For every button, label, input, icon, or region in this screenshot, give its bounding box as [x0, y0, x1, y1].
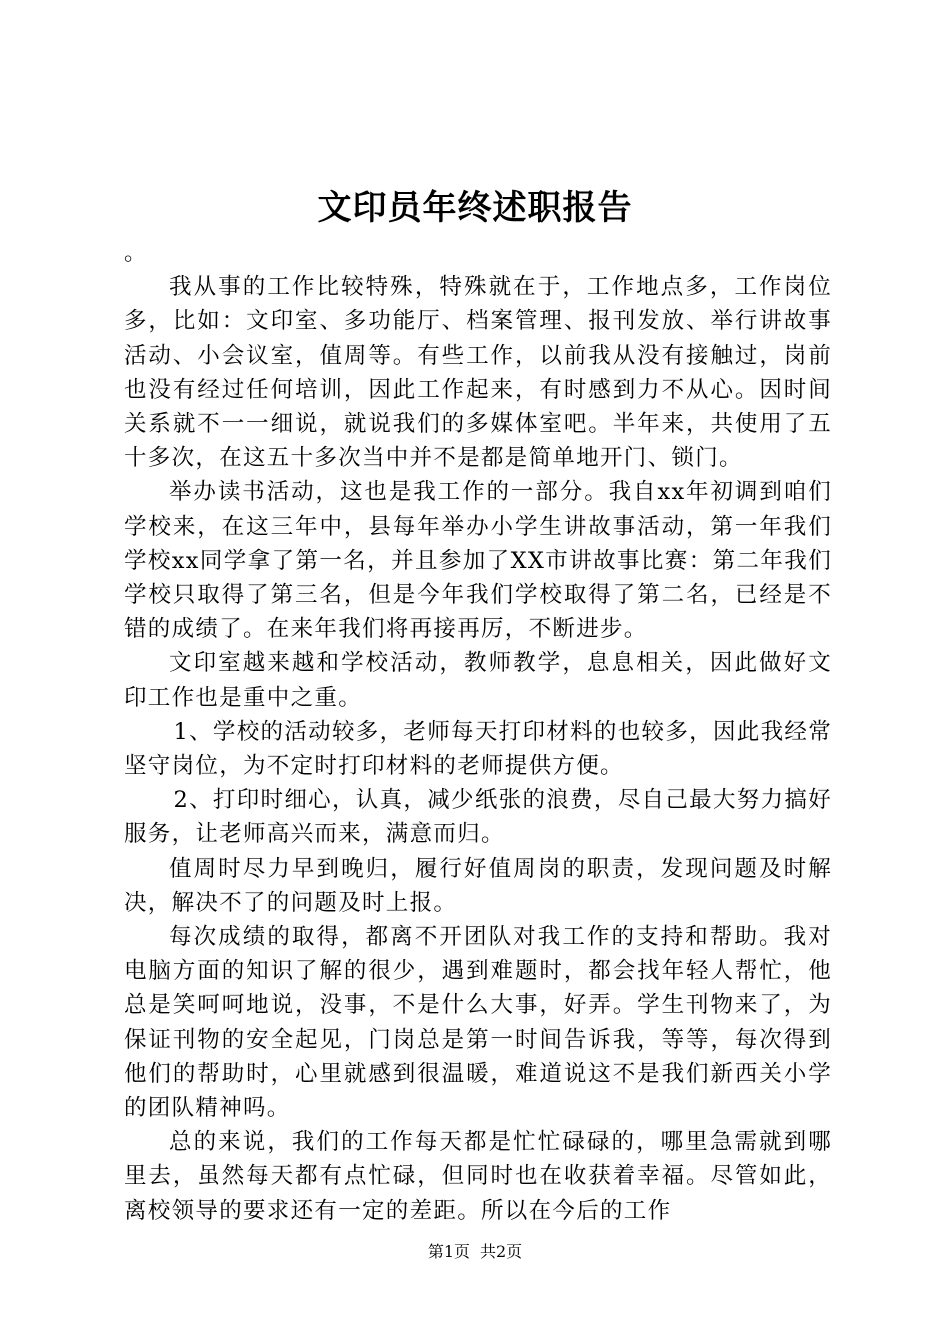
page-number: 第1页 — [427, 1242, 470, 1261]
paragraph-5: 2、打印时细心，认真，减少纸张的浪费，尽自己最大努力搞好服务，让老师高兴而来，满意而归。 — [124, 787, 832, 848]
paragraph-6: 值周时尽力早到晚归，履行好值周岗的职责，发现问题及时解决，解决不了的问题及时上报。 — [124, 855, 832, 916]
document-body — [124, 236, 832, 1228]
paragraph-1: 我从事的工作比较特殊，特殊就在于，工作地点多，工作岗位多，比如：文印室、多功能厅、档案管理、报刊发放、举行讲故事活动、小会议室，值周等。有些工作，以前我从没有接触过，岗前也没有经过任何培训，因此工作起来，有时感到力不从心。因时间关系就不一一细说，就说我们的多媒体室吧。半年来，共使用了五十多次，在这五十多次当中并不是都是简单地开门、锁门。 — [124, 274, 832, 472]
paragraph-3: 文印室越来越和学校活动，教师教学，息息相关，因此做好文印工作也是重中之重。 — [124, 650, 832, 711]
paragraph-8: 总的来说，我们的工作每天都是忙忙碌碌的，哪里急需就到哪里去，虽然每天都有点忙碌，但同时也在收获着幸福。尽管如此，离校领导的要求还有一定的差距。所以在今后的工作 — [124, 1129, 832, 1224]
paragraph-4: 1、学校的活动较多，老师每天打印材料的也较多，因此我经常坚守岗位，为不定时打印材料的老师提供方便。 — [124, 718, 832, 780]
document-title: 文印员年终述职报告 — [317, 188, 633, 228]
page-footer — [0, 1240, 950, 1264]
paragraph-7: 每次成绩的取得，都离不开团队对我工作的支持和帮助。我对电脑方面的知识了解的很少，遇到难题时，都会找年轻人帮忙，他总是笑呵呵地说，没事，不是什么大事，好弄。学生刊物来了，为保证刊物的安全起见，门岗总是第一时间告诉我，等等，每次得到他们的帮助时，心里就感到很温暖，难道说这不是我们新西关小学的团队精神吗。 — [124, 924, 832, 1122]
page-total: 共2页 — [480, 1242, 523, 1261]
lead-mark: 。 — [124, 240, 148, 266]
paragraph-2: 举办读书活动，这也是我工作的一部分。我自xx年初调到咱们学校来，在这三年中，县每年举办小学生讲故事活动，第一年我们学校xx同学拿了第一名，并且参加了XX市讲故事比赛：第二年我们学校只取得了第三名，但是今年我们学校取得了第二名，已经是不错的成绩了。在来年我们将再接再厉，不断进步。 — [124, 479, 832, 643]
